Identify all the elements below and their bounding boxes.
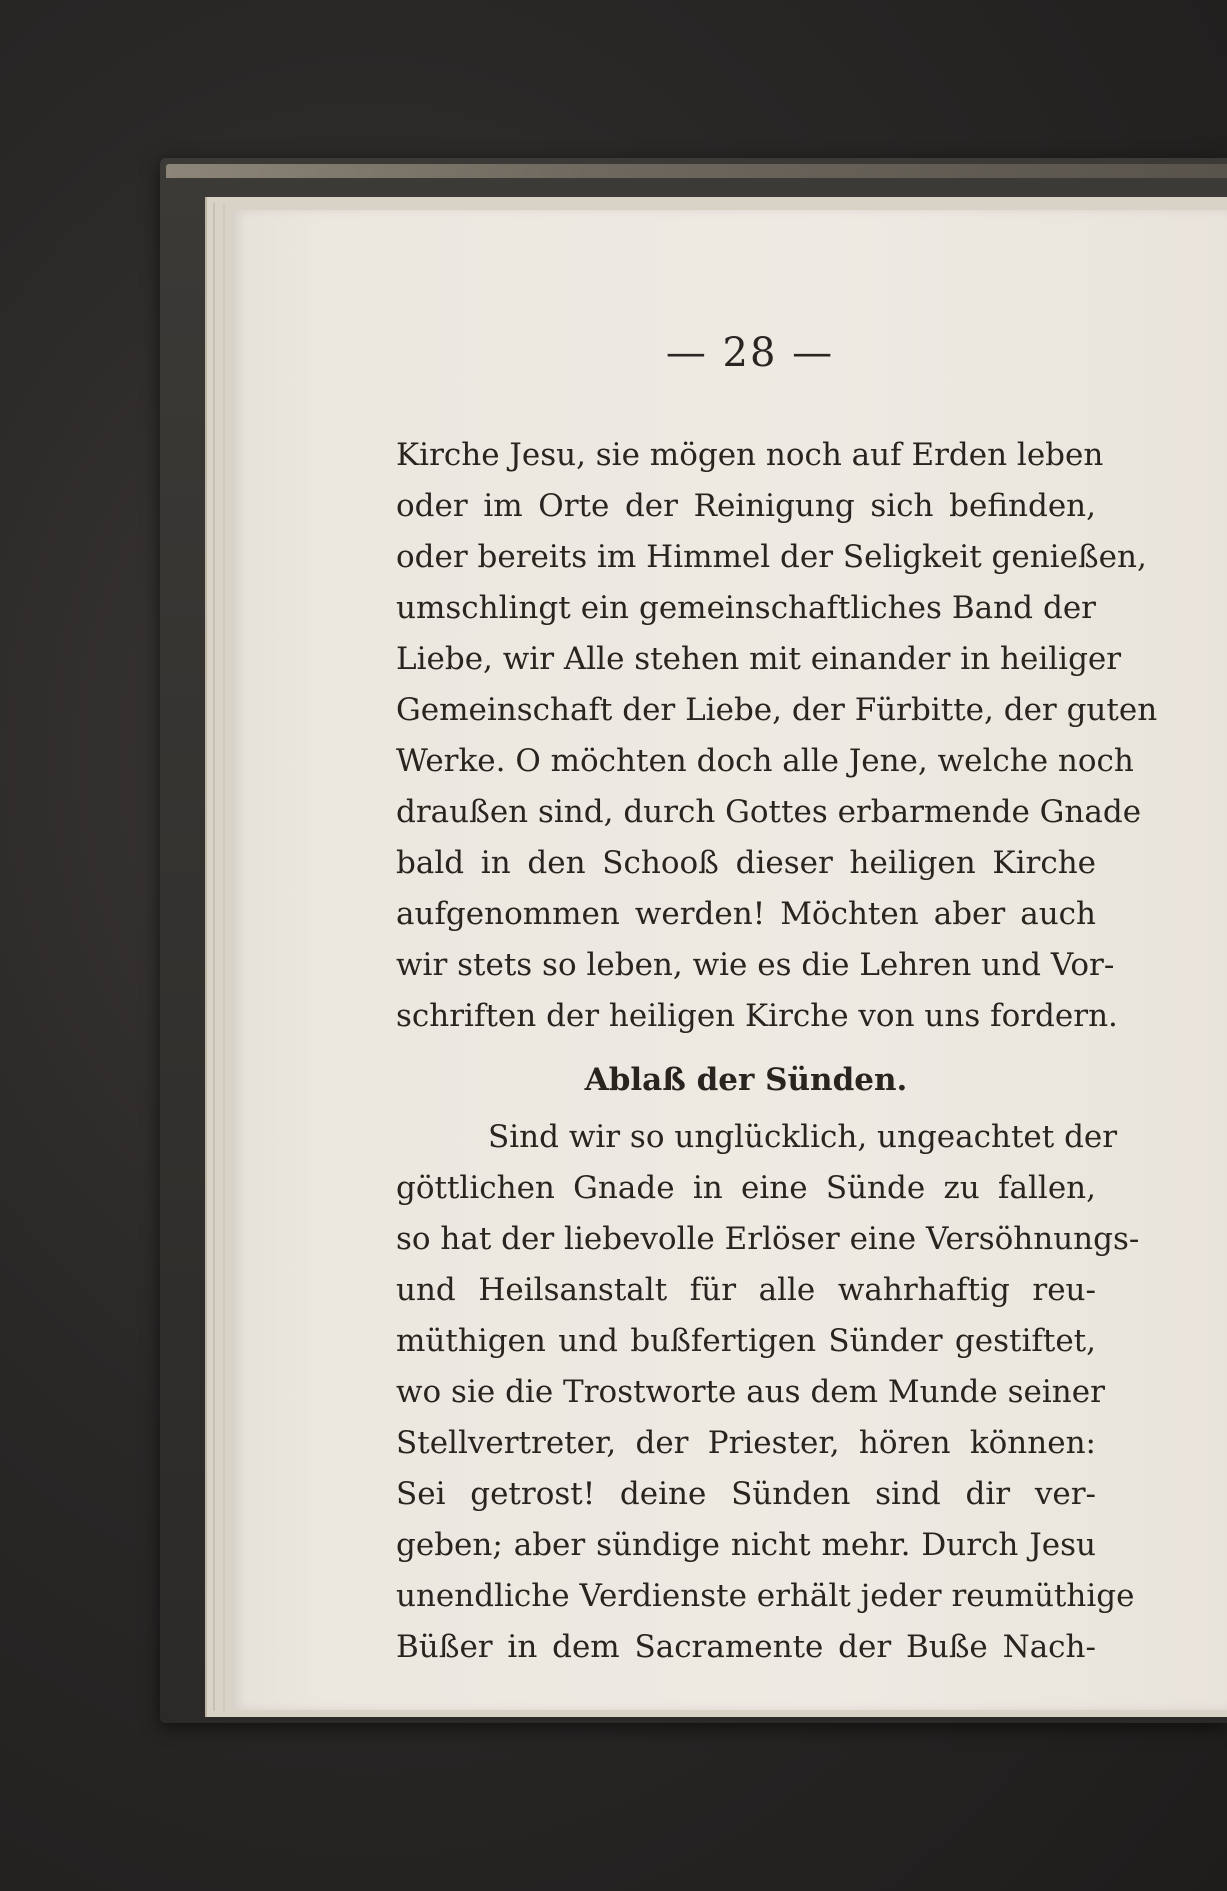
text-line: müthigen und bußfertigen Sünder gestiftet, [396, 1323, 1096, 1359]
text-line: Kirche Jesu, sie mögen noch auf Erden leben [396, 437, 1104, 473]
text-line: Gemeinschaft der Liebe, der Fürbitte, der guten [396, 692, 1158, 728]
text-line: so hat der liebevolle Erlöser eine Versöhnungs- [396, 1221, 1140, 1257]
text-line: Büßer in dem Sacramente der Buße Nach- [396, 1629, 1096, 1665]
page-number: — 28 — [665, 330, 835, 376]
book-cover-edge [166, 164, 1227, 178]
text-line: und Heilsanstalt für alle wahrhaftig reu- [396, 1272, 1096, 1308]
text-line: bald in den Schooß dieser heiligen Kirche [396, 845, 1096, 881]
section-heading: Ablaß der Sünden. [584, 1062, 908, 1098]
page-text [396, 430, 1158, 1673]
text-line: oder bereits im Himmel der Seligkeit genießen, [396, 539, 1147, 575]
text-line: umschlingt ein gemeinschaftliches Band der [396, 590, 1096, 626]
text-line: draußen sind, durch Gottes erbarmende Gnade [396, 794, 1142, 830]
text-line: unendliche Verdienste erhält jeder reumüthige [396, 1578, 1135, 1614]
text-line: Sei getrost! deine Sünden sind dir ver- [396, 1476, 1096, 1512]
text-line: schriften der heiligen Kirche von uns fordern. [396, 998, 1118, 1034]
text-line: wo sie die Trostworte aus dem Munde seiner [396, 1374, 1105, 1410]
text-line: Liebe, wir Alle stehen mit einander in heiliger [396, 641, 1122, 677]
text-line: göttlichen Gnade in eine Sünde zu fallen, [396, 1170, 1096, 1206]
text-line: aufgenommen werden! Möchten aber auch [396, 896, 1096, 932]
text-line: Stellvertreter, der Priester, hören können: [396, 1425, 1096, 1461]
text-line: Werke. O möchten doch alle Jene, welche noch [396, 743, 1134, 779]
text-line: Sind wir so unglücklich, ungeachtet der [488, 1119, 1118, 1155]
text-line: wir stets so leben, wie es die Lehren und Vor- [396, 947, 1115, 983]
text-line: geben; aber sündige nicht mehr. Durch Jesu [396, 1527, 1096, 1563]
text-line: oder im Orte der Reinigung sich befinden, [396, 488, 1096, 524]
